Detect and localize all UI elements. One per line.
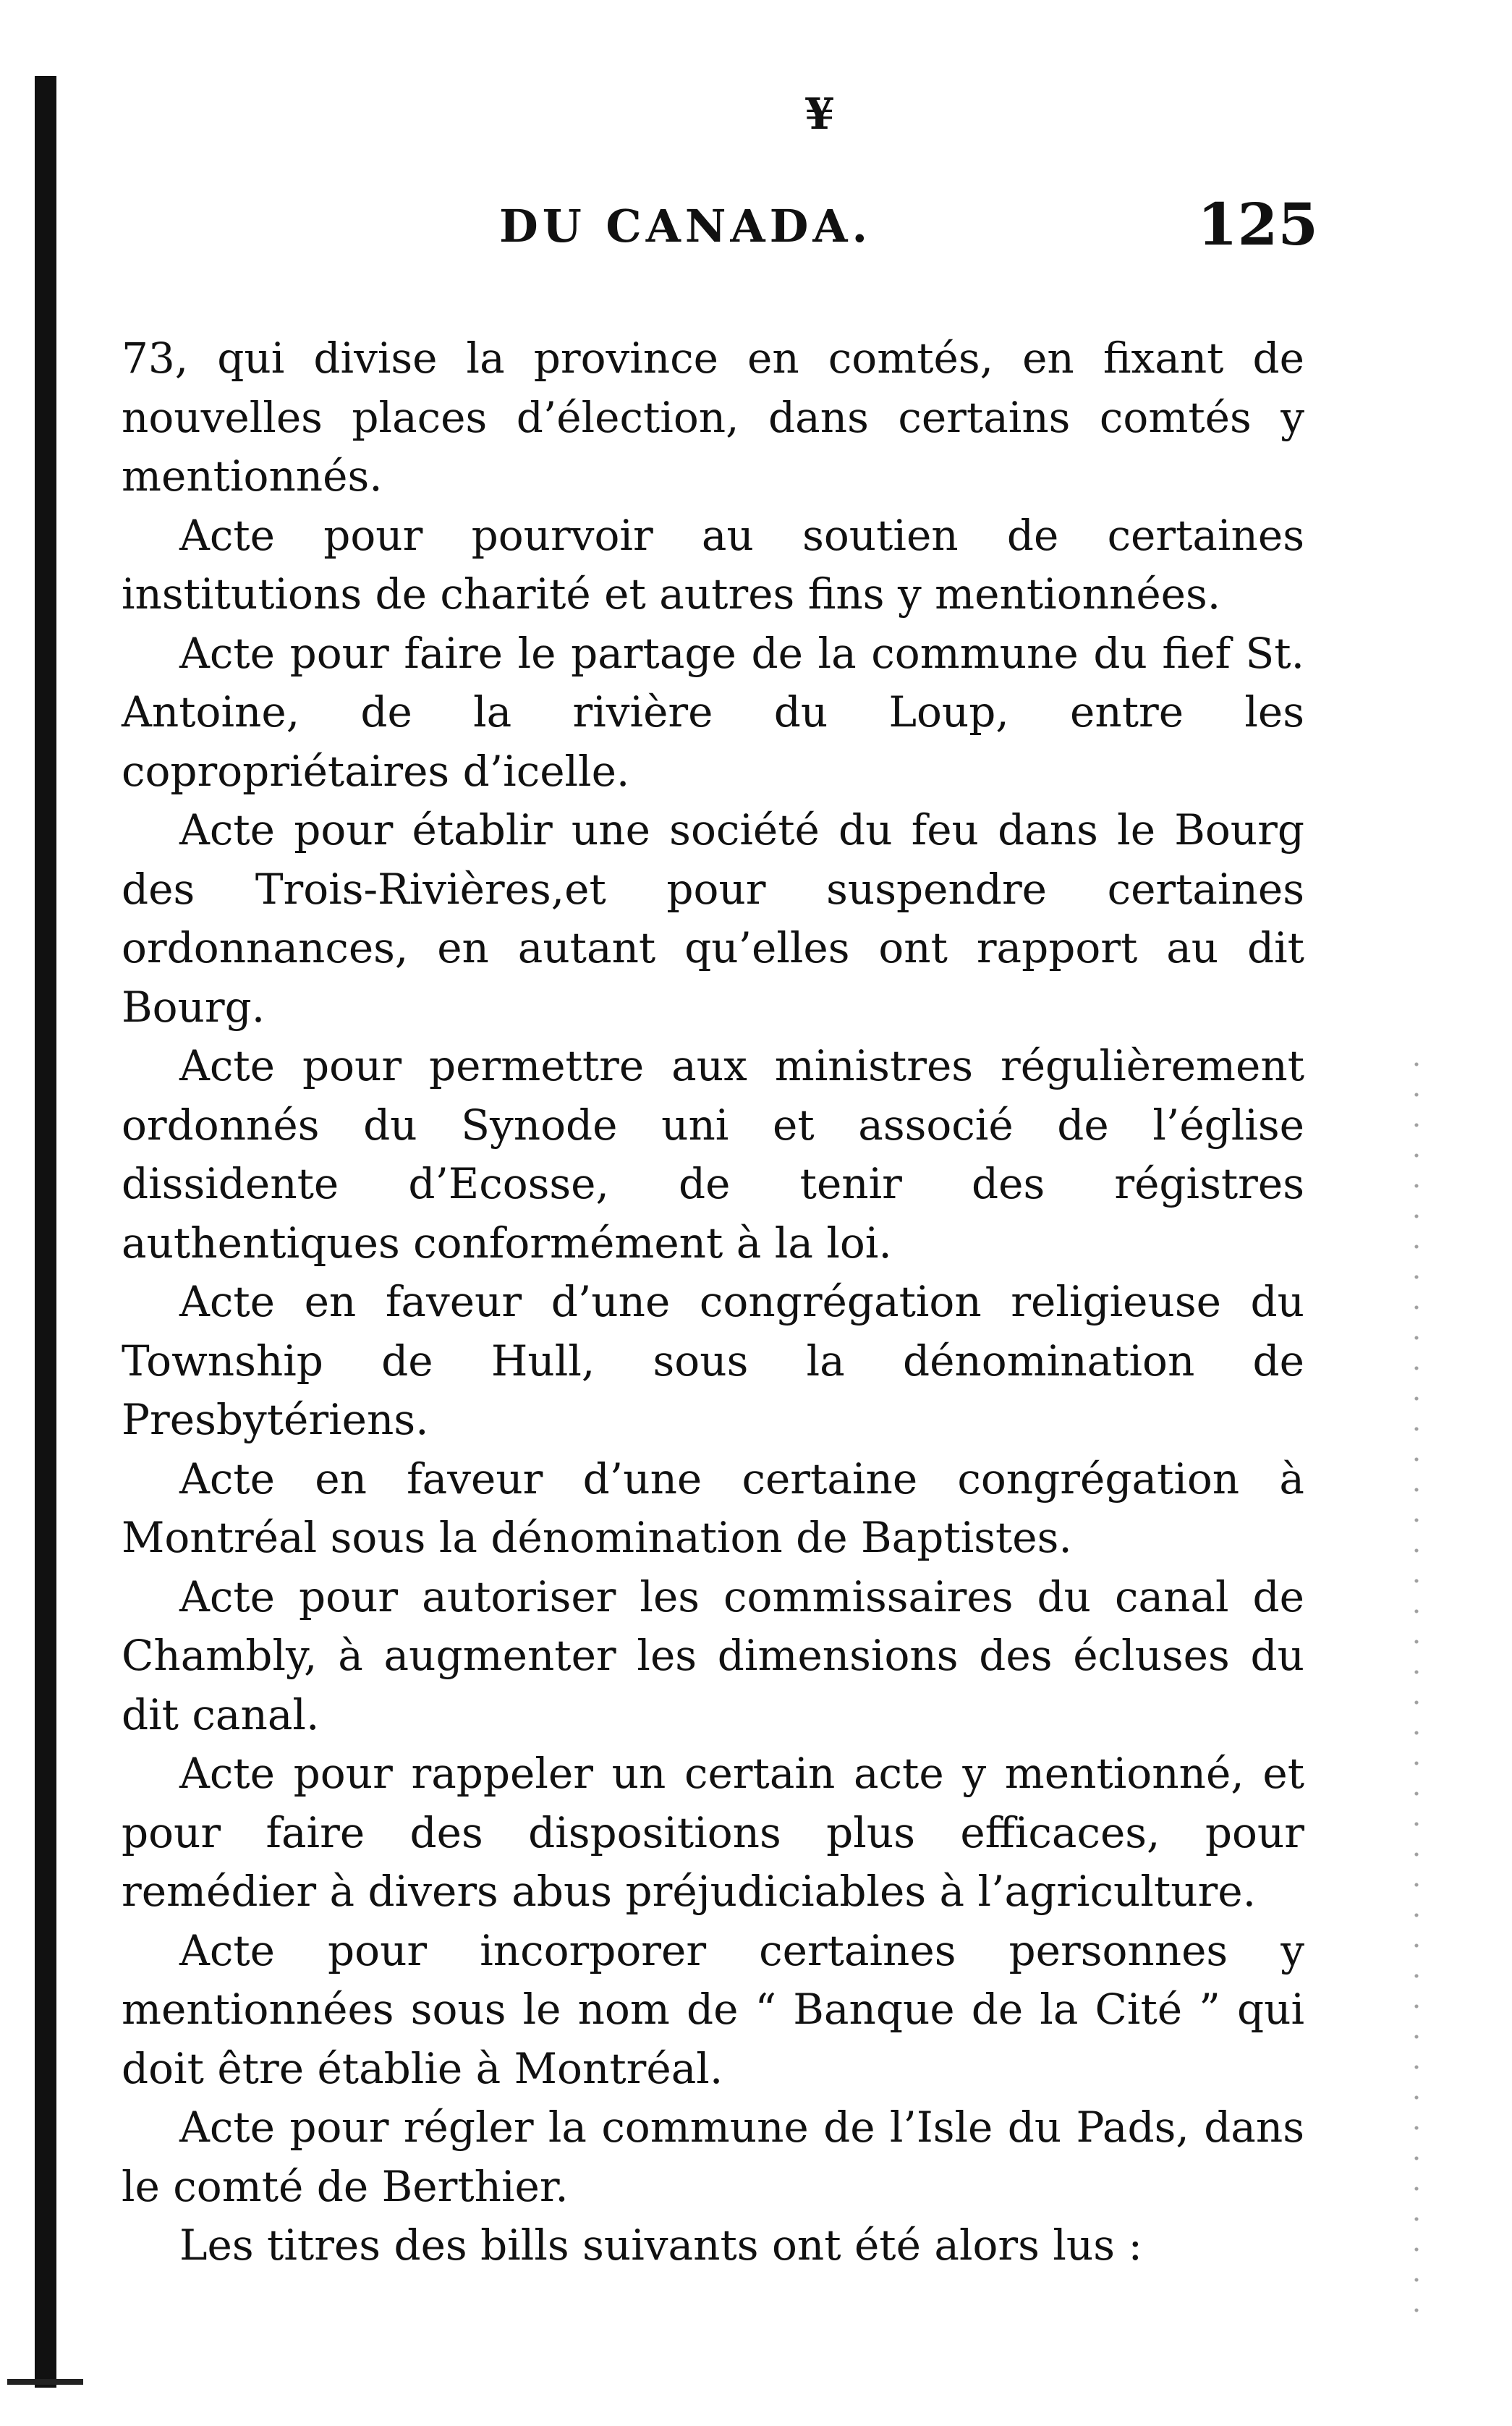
binding-edge-foot: [7, 2379, 83, 2385]
body-text: [122, 329, 1304, 2276]
paragraph-fire-society: Acte pour établir une société du feu dans le Bourg des Trois-Rivières,et pour suspendre certaines ordonnances, en autant qu’elles ont rapport au dit Bourg.: [122, 805, 1304, 1032]
margin-speckle: [1414, 1049, 1419, 2315]
paragraph-city-bank: Acte pour incorporer certaines personnes y mentionnées sous le nom de “ Banque de la Cité ” qui doit être établie à Montréal.: [122, 1925, 1304, 2093]
paragraph-agriculture: Acte pour rappeler un certain acte y mentionné, et pour faire des dispositions plus efficaces, pour remédier à divers abus préjudiciables à l’agriculture.: [122, 1749, 1304, 1916]
page-number: 125: [1197, 190, 1318, 258]
paragraph-montreal-baptists: Acte en faveur d’une certaine congrégation à Montréal sous la dénomination de Baptistes.: [122, 1454, 1304, 1562]
paragraph-bill-titles: Les titres des bills suivants ont été alors lus :: [179, 2221, 1142, 2270]
binding-edge: [35, 76, 56, 2388]
paragraph-chambly-canal: Acte pour autoriser les commissaires du canal de Chambly, à augmenter les dimensions des écluses du dit canal.: [122, 1572, 1304, 1739]
paragraph-isle-du-pads: Acte pour régler la commune de l’Isle du Pads, dans le comté de Berthier.: [122, 2103, 1304, 2211]
paragraph-charity-institutions: Acte pour pourvoir au soutien de certaines institutions de charité et autres fins y mentionnées.: [122, 510, 1304, 619]
running-title: DU CANADA.: [499, 200, 872, 253]
paragraph-fief-st-antoine: Acte pour faire le partage de la commune du fief St. Antoine, de la rivière du Loup, entre les copropriétaires d’icelle.: [122, 628, 1304, 796]
top-mark: ¥: [804, 89, 835, 140]
paragraph-synod-registers: Acte pour permettre aux ministres régulièrement ordonnés du Synode uni et associé de l’église dissidente d’Ecosse, de tenir des régistres authentiques conformément à la loi.: [122, 1041, 1304, 1268]
paragraph-hull-congregation: Acte en faveur d’une congrégation religieuse du Township de Hull, sous la dénomination de Presbytériens.: [122, 1277, 1304, 1444]
paragraph-continuation: 73, qui divise la province en comtés, en fixant de nouvelles places d’élection, dans certains comtés y mentionnés.: [122, 334, 1304, 501]
